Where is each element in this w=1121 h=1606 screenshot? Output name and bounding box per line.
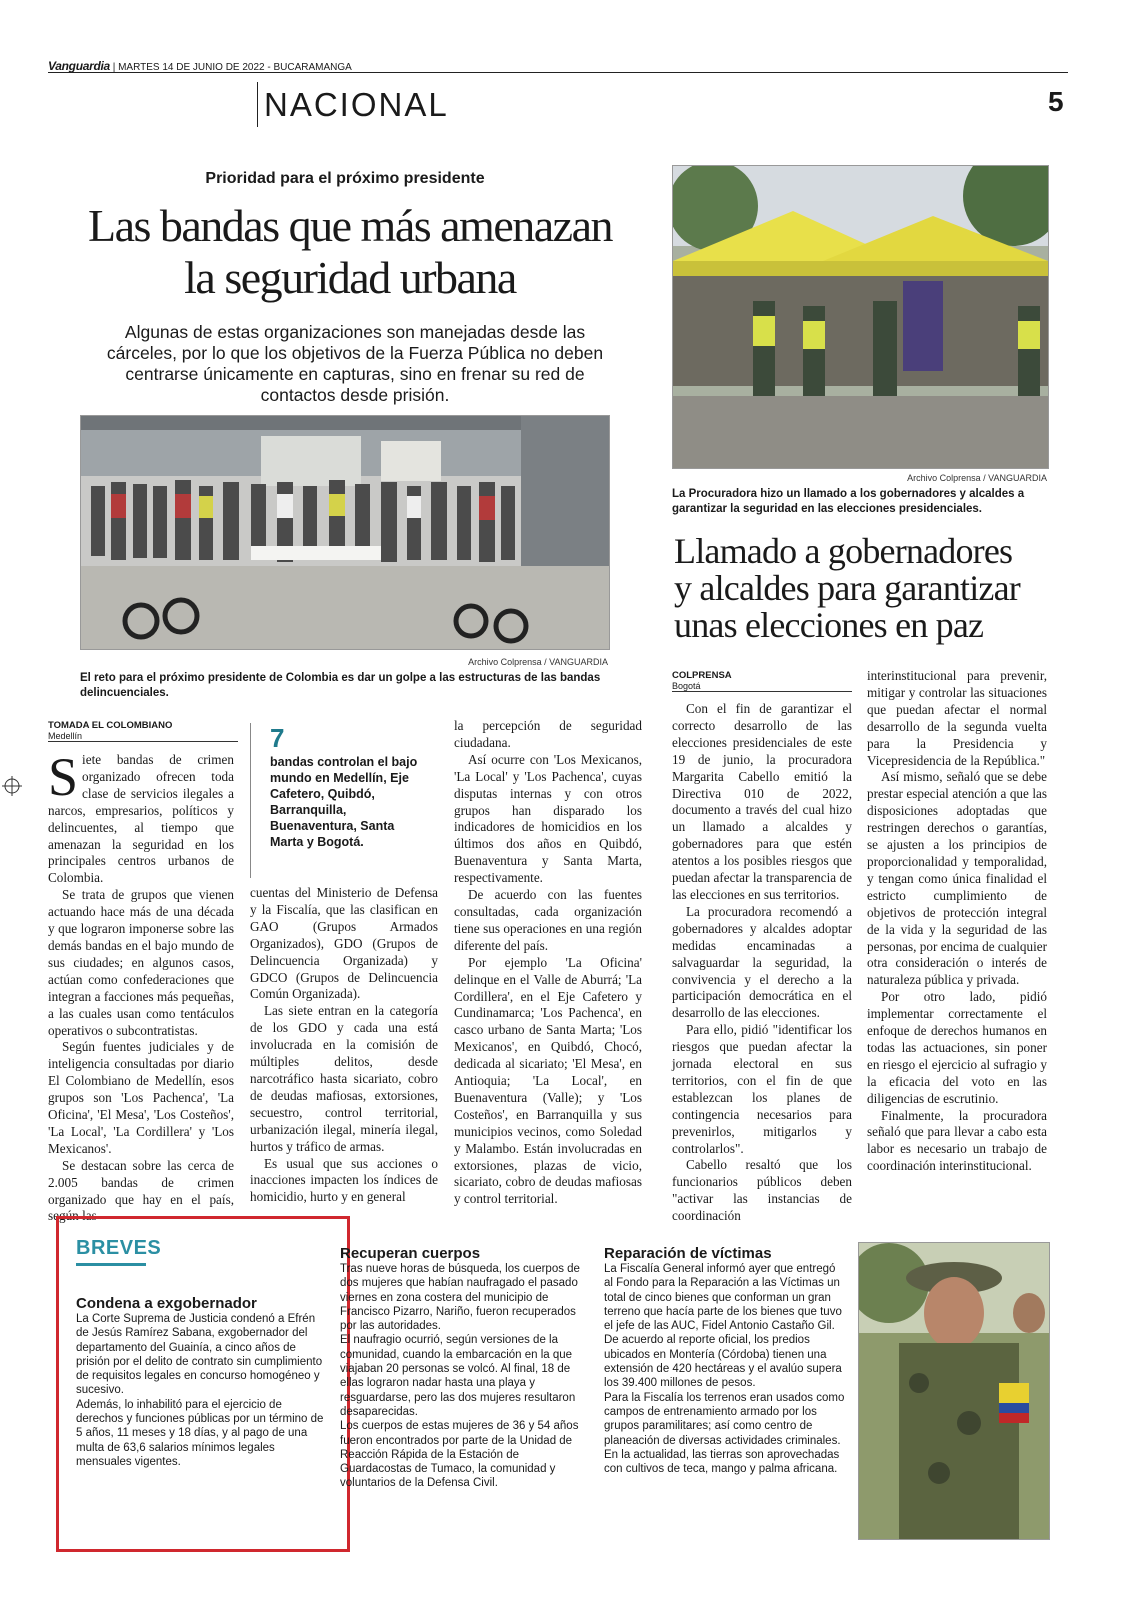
photo-captured-gang-members [80,415,610,650]
paragraph: Se destacan sobre las cerca de 2.005 bandas de crimen organizado que hay en el país, según las [48,1157,234,1224]
article-column-3 [454,718,642,1208]
headline-line: y alcaldes para garantizar [674,568,1020,608]
brief-item [76,1295,326,1469]
section-title: NACIONAL [264,86,449,123]
paragraph: Con el fin de garantizar el correcto desarrollo de las elecciones presidenciales de este 19 de junio, la procuradora Margarita Cabello emitió la Directiva 010 de 2022, documento a través del cual hizo un llamado a alcaldes y gobernadores para que estén atentos a los posibles riesgos que puedan afectar la transparencia de las elecciones en sus territorios. [672,701,852,902]
masthead-separator: | [112,62,119,73]
paragraph: interinstitucional para prevenir, mitigar y controlar las situaciones que puedan afectar el normal desarrollo de la segunda vuelta para la Presidencia y Vicepresidencia de la República." [867,668,1047,768]
byline-location: Bogotá [672,681,701,691]
paragraph: Es usual que sus acciones o inacciones impacten los índices de homicidio, hurto y en general [250,1155,438,1205]
newspaper-logo: Vanguardia [48,59,110,73]
brief-title: Recuperan cuerpos [340,1245,481,1262]
paragraph: El naufragio ocurrió, según versiones de la comunidad, cuando la embarcación en la que viajaban 20 personas se volcó. Al final, 18 de ellas lograron nadar hasta una playa y resguardarse, pero las dos mujeres resultaron desaparecidas. [340,1334,576,1418]
crosshair-icon [2,776,22,801]
photo-image [673,166,1048,468]
photo-caption: La Procuradora hizo un llamado a los gobernadores y alcaldes a garantizar la seguridad en las elecciones presidenciales. [672,488,1025,515]
photo-caption: El reto para el próximo presidente de Colombia es dar un golpe a las estructuras de las bandas delincuenciales. [80,672,601,699]
paragraph: La Corte Suprema de Justicia condenó a Efrén de Jesús Ramírez Sabana, exgobernador del departamento del Guainía, a cinco años de prisión por el delito de contrato sin cumplimiento de requisitos legales en concurso homogéneo y sucesivo. [76,1313,323,1397]
fact-number: 7 [270,723,285,753]
top-rule [48,72,1068,73]
paragraph: Por otro lado, pidió implementar correctamente el enfoque de derechos humanos en todas las actuaciones, sin poner en riesgo el ejercicio al sufragio y la eficacia del voto en las diligencias de escrutinio. [867,989,1047,1106]
paragraph-text: iete bandas de crimen organizado ofrecen toda clase de servicios ilegales a narcos, empresarios, políticos y delincuentes, al tiempo que amenazan la seguridad en los principales centros urbanos de Colombia. [48,752,234,886]
headline-line: Las bandas que más amenazan [87,200,613,251]
crosshair-graphic [2,776,22,796]
byline-source: TOMADA EL COLOMBIANO [48,720,173,731]
brief-title: Reparación de víctimas [604,1245,772,1262]
article-column-2 [250,885,438,1206]
paragraph: cuentas del Ministerio de Defensa y la Fiscalía, que las clasifican en GAO (Grupos Armados Organizados), GDO (Grupos de Delincuencia Organizada) y GDCO (Grupos de Delincuencia Común Organizada). [250,885,438,1002]
paragraph [48,747,234,887]
breves-label: BREVES [76,1237,162,1259]
deck: Algunas de estas organizaciones son manejadas desde las cárceles, por lo que los objetivos de la Fuerza Pública no deben centrarse únicamente en capturas, sino en frenar su red de contactos desde prisión. [106,322,604,405]
photo-police-at-polling-station [672,165,1049,469]
page-number: 5 [1048,86,1064,117]
kicker: Prioridad para el próximo presidente [205,170,485,187]
byline-source: COLPRENSA [672,670,732,681]
drop-cap: S [48,747,79,807]
dateline: MARTES 14 DE JUNIO DE 2022 - BUCARAMANGA [118,62,352,73]
masthead [48,59,352,73]
paragraph: Además, lo inhabilitó para el ejercicio de derechos y funciones públicas por un término de 5 años, 11 meses y 18 días, y al pago de una multa de 63,6 salarios mínimos legales mensuales vigentes. [76,1398,324,1468]
article-column-5 [867,668,1047,1175]
article-column-1 [48,747,234,1225]
paragraph: De acuerdo al reporte oficial, los predios ubicados en Montería (Córdoba) tienen una extensión de 420 hectáreas y el avalúo supera los 39.400 millones de pesos. [604,1334,842,1390]
brief-body [76,1312,326,1469]
brief-item [604,1245,846,1476]
photo-paramilitary-leader [858,1242,1050,1540]
paragraph: Así ocurre con 'Los Mexicanos, 'La Local' y 'Los Pachenca', cuyas disputas internas y con otros grupos han disparado los indicadores de homicidios en los últimos dos años en Quibdó, Buenaventura y Santa Marta, respectivamente. [454,751,642,886]
byline [672,670,852,692]
photo-credit: Archivo Colprensa / VANGUARDIA [907,473,1047,483]
headline-line: unas elecciones en paz [674,605,984,645]
byline-location: Medellín [48,731,83,741]
byline [48,720,238,742]
paragraph: la percepción de seguridad ciudadana. [454,718,642,750]
paragraph: Cabello resaltó que los funcionarios públicos deben "activar las instancias de coordinación [672,1157,852,1224]
paragraph: De acuerdo con las fuentes consultadas, cada organización tiene sus operaciones en una región diferente del país. [454,887,642,953]
paragraph: Así mismo, señaló que se debe prestar especial atención a que las disposiciones adoptadas que restringen derechos o garantías, se ajusten a los principios de proporcionalidad y temporalidad, y tengan como única finalidad el estricto cumplimiento de objetivos de protección integral de la vida y la seguridad de las personas, por encima de cualquier otra consideración o interés de naturaleza pública y privada. [867,769,1047,988]
paragraph: Por ejemplo 'La Oficina' delinque en el Valle de Aburrá; 'La Cordillera', en el Eje Cafetero y Cundinamarca; 'Los Pachenca', en casco urbano de Santa Marta; 'Los Mexicanos', en Quibdó, Chocó, dedicada al sicariato; 'El Mesa', en Antioquia; 'La Local', en Buenaventura (Valle); y 'Los Costeños', en Barranquilla y sus municipios vecinos, como Soledad y Malambo. Están involucradas en extorsiones, plazas de vicio, sicariato, cobro de deudas mafiosas y control territorial. [454,954,642,1207]
section-divider [257,82,258,127]
brief-title: Condena a exgobernador [76,1295,257,1312]
breves-rule [76,1263,146,1266]
brief-body [340,1262,588,1491]
paragraph: Finalmente, la procuradora señaló que para llevar a cabo esta labor es necesario un trabajo de coordinación interinstitucional. [867,1107,1047,1174]
paragraph: Para ello, pidió "identificar los riesgos que puedan afectar la jornada electoral en sus territorios, con el fin de que establezcan los planes de contingencia necesarios para prevenirlos, mitigarlos y controlarlos". [672,1022,852,1156]
paragraph: Los cuerpos de estas mujeres de 36 y 54 años fueron encontrados por parte de la Unidad de Reacción Rápida de la Estación de Guardacostas de Tumaco, la comunidad y voluntarios de la Defensa Civil. [340,1420,579,1490]
breves-header [76,1237,162,1266]
photo-image [81,416,609,649]
paragraph: Para la Fiscalía los terrenos eran usados como campos de entrenamiento armado por los grupos paramilitares; así como centro de planeación de diversas actividades criminales. En la actualidad, las tierras son aprovechadas con cultivos de teca, mango y palma africana. [604,1391,845,1476]
byline-rule [672,691,852,692]
photo-image [859,1243,1049,1539]
article-column-4 [672,701,852,1225]
paragraph: Según fuentes judiciales y de inteligencia consultadas por diario El Colombiano de Medellín, esos grupos son 'Los Pachenca', 'La Oficina', 'El Mesa', 'Los Costeños', 'La Local', 'La Cordillera' y 'Los Mexicanos'. [48,1039,234,1156]
paragraph: La Fiscalía General informó ayer que entregó al Fondo para la Reparación a las Víctimas un total de cinco bienes que conforman un gran terreno que hacía parte de los bienes que tuvo el jefe de las AUC, Fidel Antonio Castaño Gil. [604,1263,842,1333]
paragraph: La procuradora recomendó a gobernadores y alcaldes adoptar medidas encaminadas a salvaguardar la seguridad, la convivencia y el derecho a la participación democrática en el desarrollo de las elecciones. [672,903,852,1021]
headline-line: Llamado a gobernadores [674,531,1013,571]
byline-rule [48,741,238,742]
factbox-rule [250,723,251,878]
brief-item [340,1245,588,1491]
headline-line: la seguridad urbana [184,252,516,303]
paragraph: Tras nueve horas de búsqueda, los cuerpos de dos mujeres que habían naufragado el pasado viernes en zona costera del municipio de Francisco Pizarro, Nariño, fueron recuperados por las autoridades. [340,1263,580,1333]
photo-credit: Archivo Colprensa / VANGUARDIA [468,657,608,667]
brief-body [604,1262,846,1476]
paragraph: Las siete entran en la categoría de los GDO y cada una está involucrada en la comisión de múltiples delitos, desde narcotráfico hasta sicariato, cobro de deudas mafiosas, extorsiones, secuestro, control territorial, urbanización ilegal, minería ilegal, hurtos y tráfico de armas. [250,1003,438,1154]
factbox [250,723,440,850]
paragraph: Se trata de grupos que vienen actuando hace más de una década y que lograron imponerse sobre las demás bandas en el bajo mundo de sus ciudades; en algunos casos, actúan como confederaciones que integran a facciones más pequeñas, a las cuales usan como tentáculos operativos o subcontratistas. [48,887,234,1038]
fact-text: bandas controlan el bajo mundo en Medellín, Eje Cafetero, Quibdó, Barranquilla, Buenaventura, Santa Marta y Bogotá. [270,755,418,849]
main-headline [50,200,650,304]
secondary-headline [674,533,1074,644]
